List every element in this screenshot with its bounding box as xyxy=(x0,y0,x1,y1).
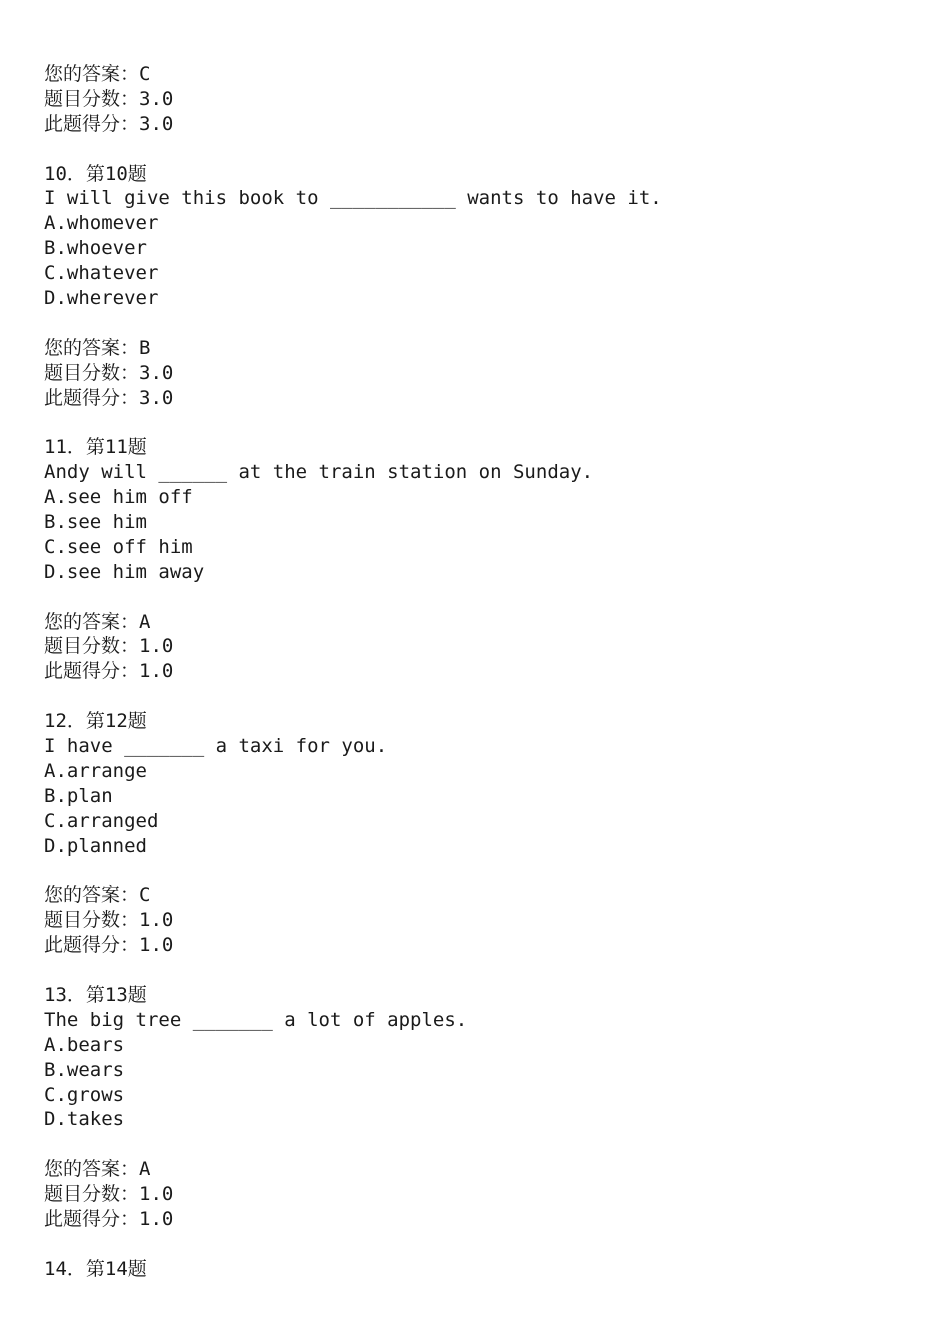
option-d: D.wherever xyxy=(44,287,159,310)
option-c: C.see off him xyxy=(44,535,193,558)
option-a: A.whomever xyxy=(44,212,159,235)
question-stem: Andy will ______ at the train station on Sunday. xyxy=(44,461,594,484)
question-heading: 11．第11题 xyxy=(44,436,147,459)
question-points: 题目分数：3.0 xyxy=(44,87,174,110)
option-d: D.planned xyxy=(44,834,147,857)
question-heading: 13．第13题 xyxy=(44,983,147,1006)
question-score: 此题得分：3.0 xyxy=(44,112,174,135)
question-block-10 xyxy=(44,162,924,411)
option-d: D.takes xyxy=(44,1108,125,1131)
option-a: A.arrange xyxy=(44,759,147,782)
question-heading: 10．第10题 xyxy=(44,162,147,185)
option-b: B.plan xyxy=(44,784,113,807)
your-answer: 您的答案：A xyxy=(44,1158,151,1181)
question-points: 题目分数：1.0 xyxy=(44,909,174,932)
option-a: A.bears xyxy=(44,1033,125,1056)
next-question-heading: 14．第14题 xyxy=(44,1257,147,1280)
your-answer: 您的答案：B xyxy=(44,336,151,359)
option-c: C.whatever xyxy=(44,262,159,285)
option-c: C.arranged xyxy=(44,809,159,832)
prev-question-result xyxy=(44,62,924,137)
option-d: D.see him away xyxy=(44,560,205,583)
question-score: 此题得分：1.0 xyxy=(44,1207,174,1230)
question-score: 此题得分：1.0 xyxy=(44,934,174,957)
question-block-12 xyxy=(44,709,924,958)
option-b: B.see him xyxy=(44,511,147,534)
option-a: A.see him off xyxy=(44,486,193,509)
question-points: 题目分数：3.0 xyxy=(44,361,174,384)
your-answer: 您的答案：C xyxy=(44,63,151,85)
option-c: C.grows xyxy=(44,1083,125,1106)
option-b: B.whoever xyxy=(44,237,147,260)
your-answer: 您的答案：C xyxy=(44,884,151,907)
question-score: 此题得分：3.0 xyxy=(44,386,174,409)
question-points: 题目分数：1.0 xyxy=(44,635,174,658)
question-block-13 xyxy=(44,983,924,1232)
question-block-11 xyxy=(44,435,924,684)
option-b: B.wears xyxy=(44,1058,125,1081)
question-score: 此题得分：1.0 xyxy=(44,660,174,683)
question-stem: The big tree _______ a lot of apples. xyxy=(44,1008,468,1031)
your-answer: 您的答案：A xyxy=(44,610,151,633)
question-stem: I will give this book to ___________ wants to have it. xyxy=(44,187,662,210)
question-stem: I have _______ a taxi for you. xyxy=(44,735,388,758)
question-points: 题目分数：1.0 xyxy=(44,1183,174,1206)
question-heading: 12．第12题 xyxy=(44,710,147,733)
exam-result-document xyxy=(44,62,924,1282)
